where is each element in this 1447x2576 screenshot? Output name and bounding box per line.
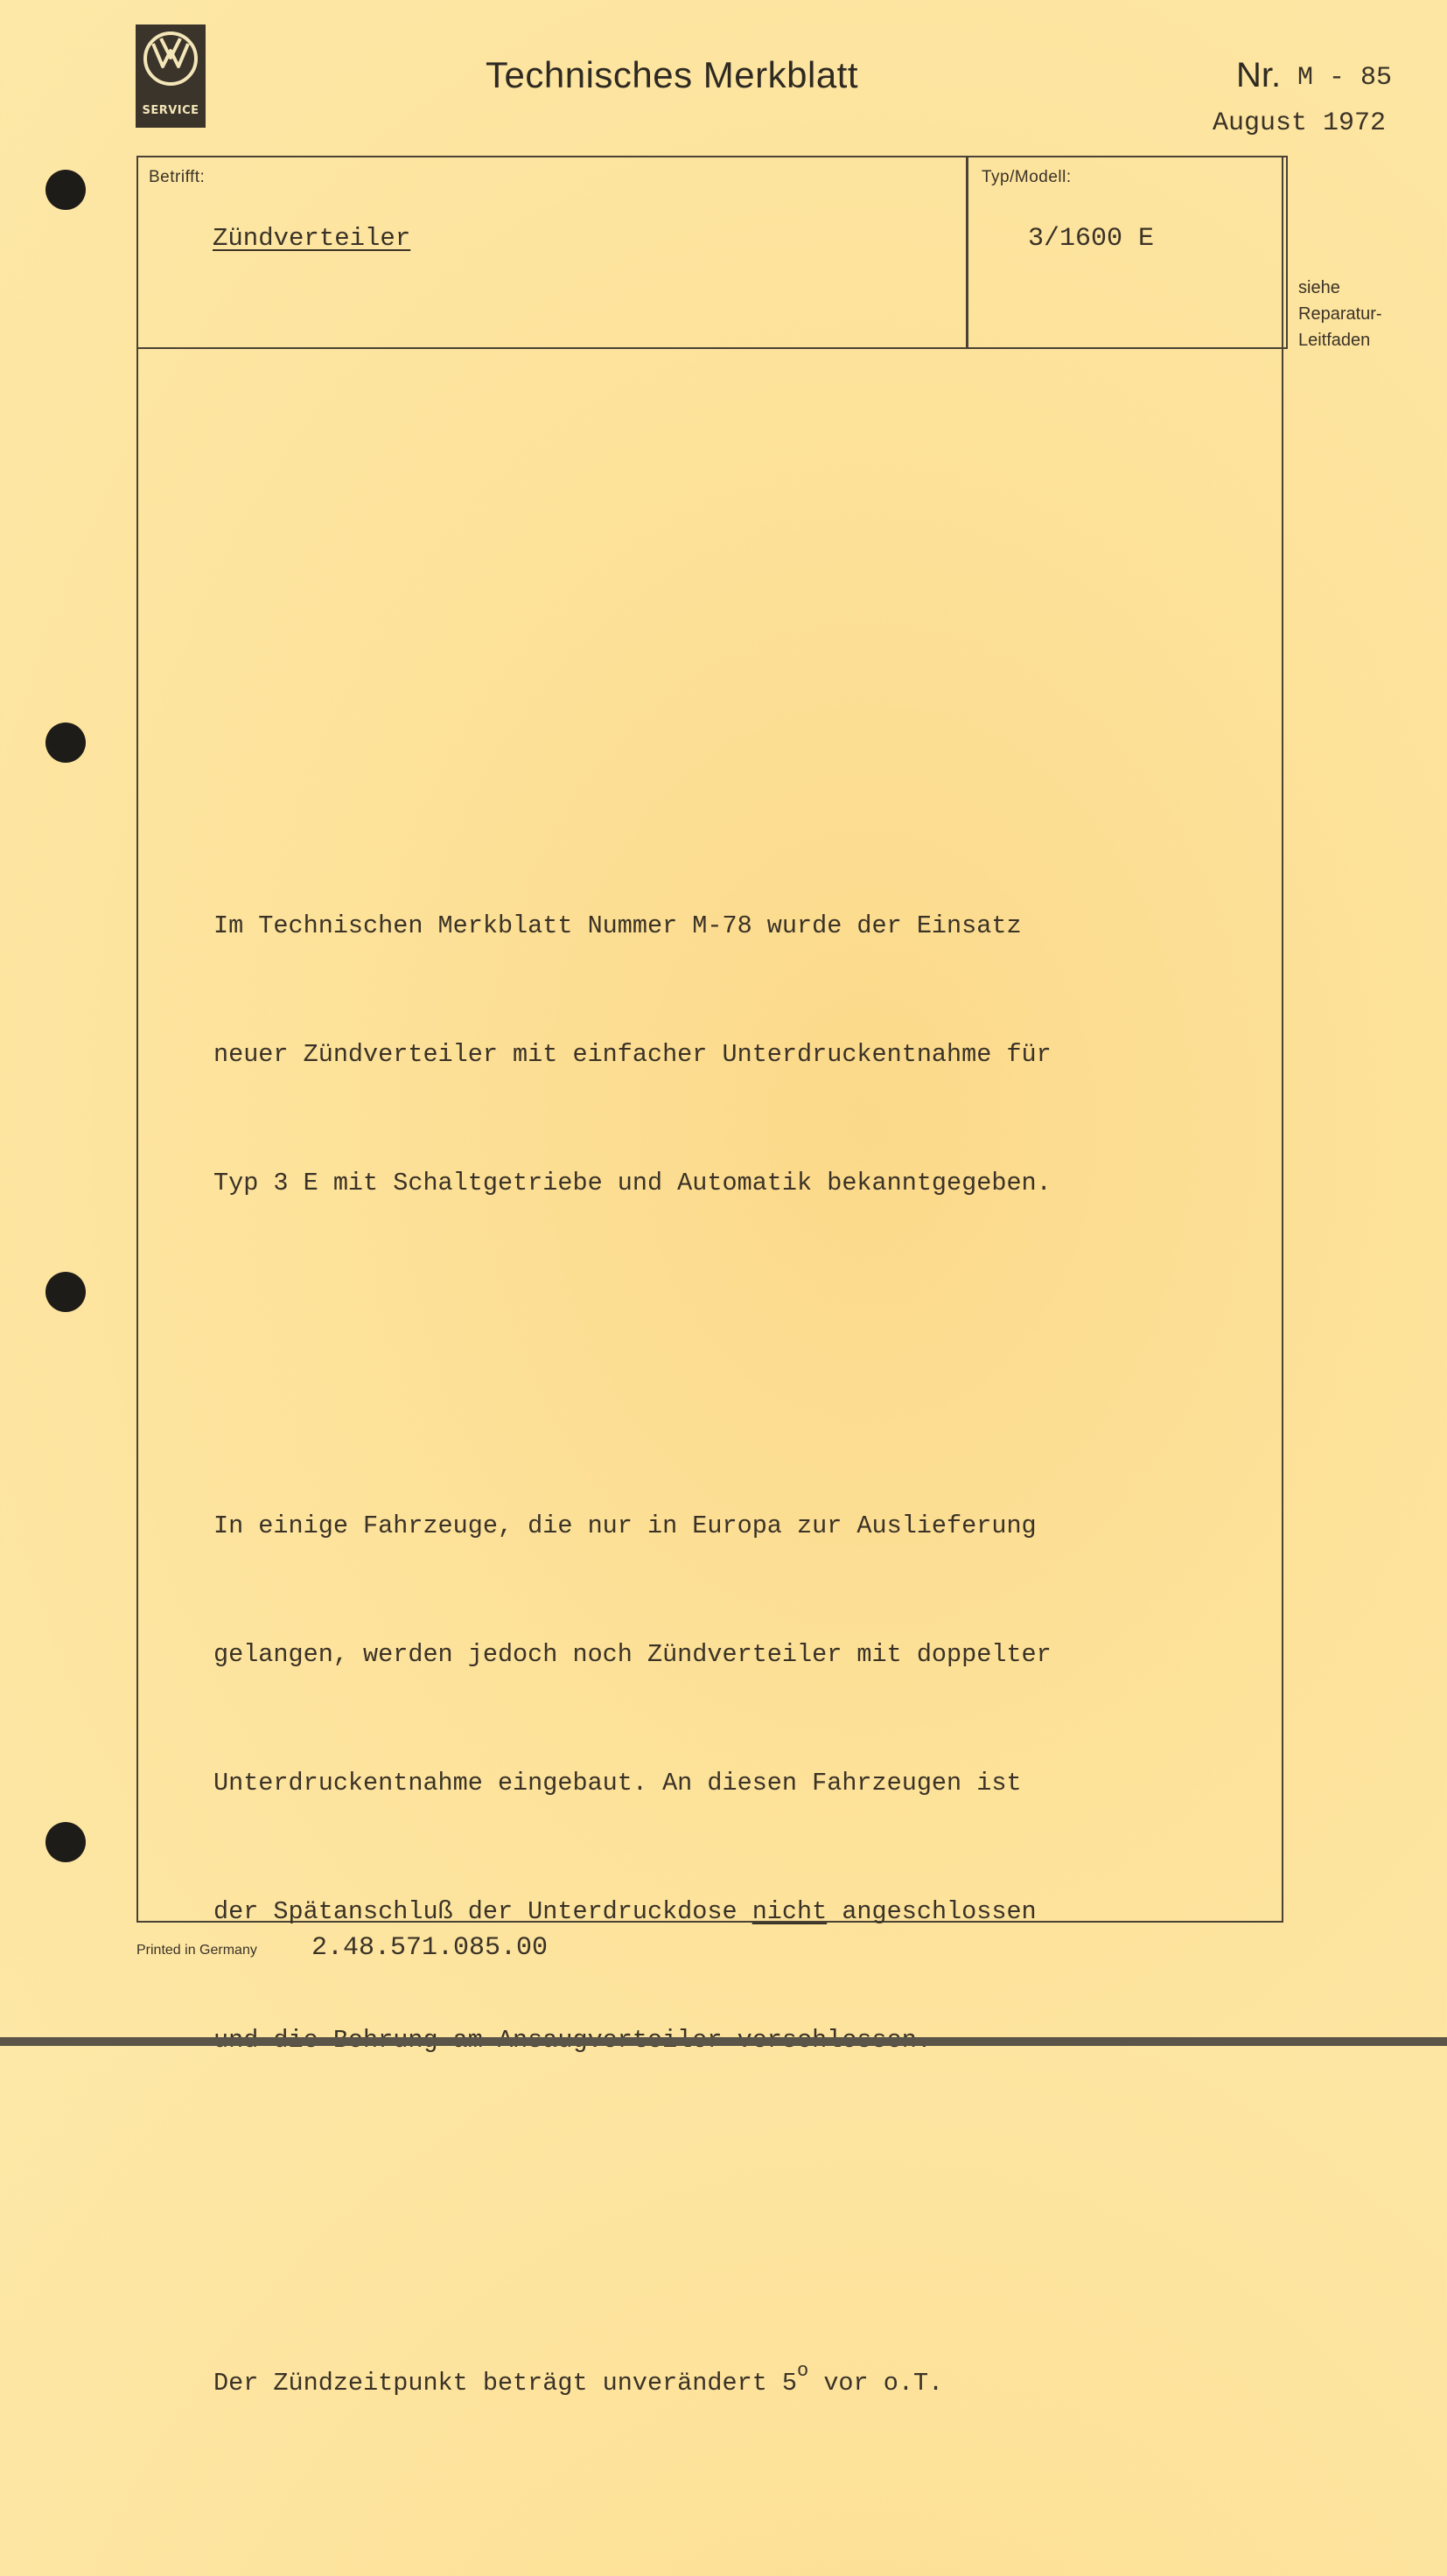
- printed-in-label: Printed in Germany: [136, 1943, 257, 1958]
- emphasized-word: nicht: [751, 1897, 828, 1926]
- number-value: M - 85: [1297, 63, 1393, 93]
- punch-hole: [45, 170, 86, 210]
- side-note: [1298, 275, 1382, 353]
- subject-label: Betrifft:: [149, 168, 206, 186]
- text-segment: der Spätanschluß der Unterdruckdose: [213, 1897, 752, 1926]
- text-segment: Der Zündzeitpunkt beträgt unverändert 5: [213, 2369, 798, 2398]
- punch-hole: [45, 723, 86, 763]
- text-line: Typ 3 E mit Schaltgetriebe und Automatik bekanntgegeben.: [213, 1169, 1052, 1197]
- text-segment: angeschlossen: [827, 1897, 1037, 1926]
- paragraph: [213, 819, 1052, 1290]
- text-segment: vor o.T.: [808, 2369, 944, 2398]
- issue-date: August 1972: [1213, 108, 1387, 138]
- document-title: Technisches Merkblatt: [486, 54, 859, 95]
- text-line: neuer Zündverteiler mit einfacher Unterdruckentnahme für: [213, 1040, 1052, 1069]
- logo-service-text: SERVICE: [142, 104, 199, 117]
- text-line: Im Technischen Merkblatt Nummer M-78 wurde der Einsatz: [213, 911, 1022, 940]
- header-divider: [966, 156, 968, 349]
- side-note-line: Reparatur-: [1298, 304, 1382, 324]
- text-line: gelangen, werden jedoch noch Zündverteiler mit doppelter: [213, 1640, 1052, 1669]
- form-number: 2.48.571.085.00: [311, 1933, 549, 1963]
- vw-logo-icon: [142, 30, 199, 87]
- model-value: 3/1600 E: [1028, 224, 1155, 254]
- paragraph: [213, 2276, 1052, 2490]
- subject-value: Zündverteiler: [213, 224, 411, 253]
- punch-hole: [45, 1272, 86, 1312]
- model-label: Typ/Modell:: [982, 168, 1072, 186]
- body-text: [213, 733, 1052, 2576]
- number-label: Nr.: [1236, 56, 1282, 94]
- text-line: In einige Fahrzeuge, die nur in Europa zur Auslieferung: [213, 1511, 1037, 1540]
- text-line: [213, 2362, 1052, 2405]
- vw-service-logo: [136, 24, 206, 128]
- text-line: [213, 1890, 1052, 1933]
- side-note-line: Leitfaden: [1298, 331, 1371, 350]
- side-note-line: siehe: [1298, 278, 1340, 297]
- scan-edge: [0, 2037, 1447, 2046]
- degree-superscript: o: [797, 2360, 809, 2382]
- text-line: Unterdruckentnahme eingebaut. An diesen Fahrzeugen ist: [213, 1769, 1022, 1798]
- punch-hole: [45, 1822, 86, 1862]
